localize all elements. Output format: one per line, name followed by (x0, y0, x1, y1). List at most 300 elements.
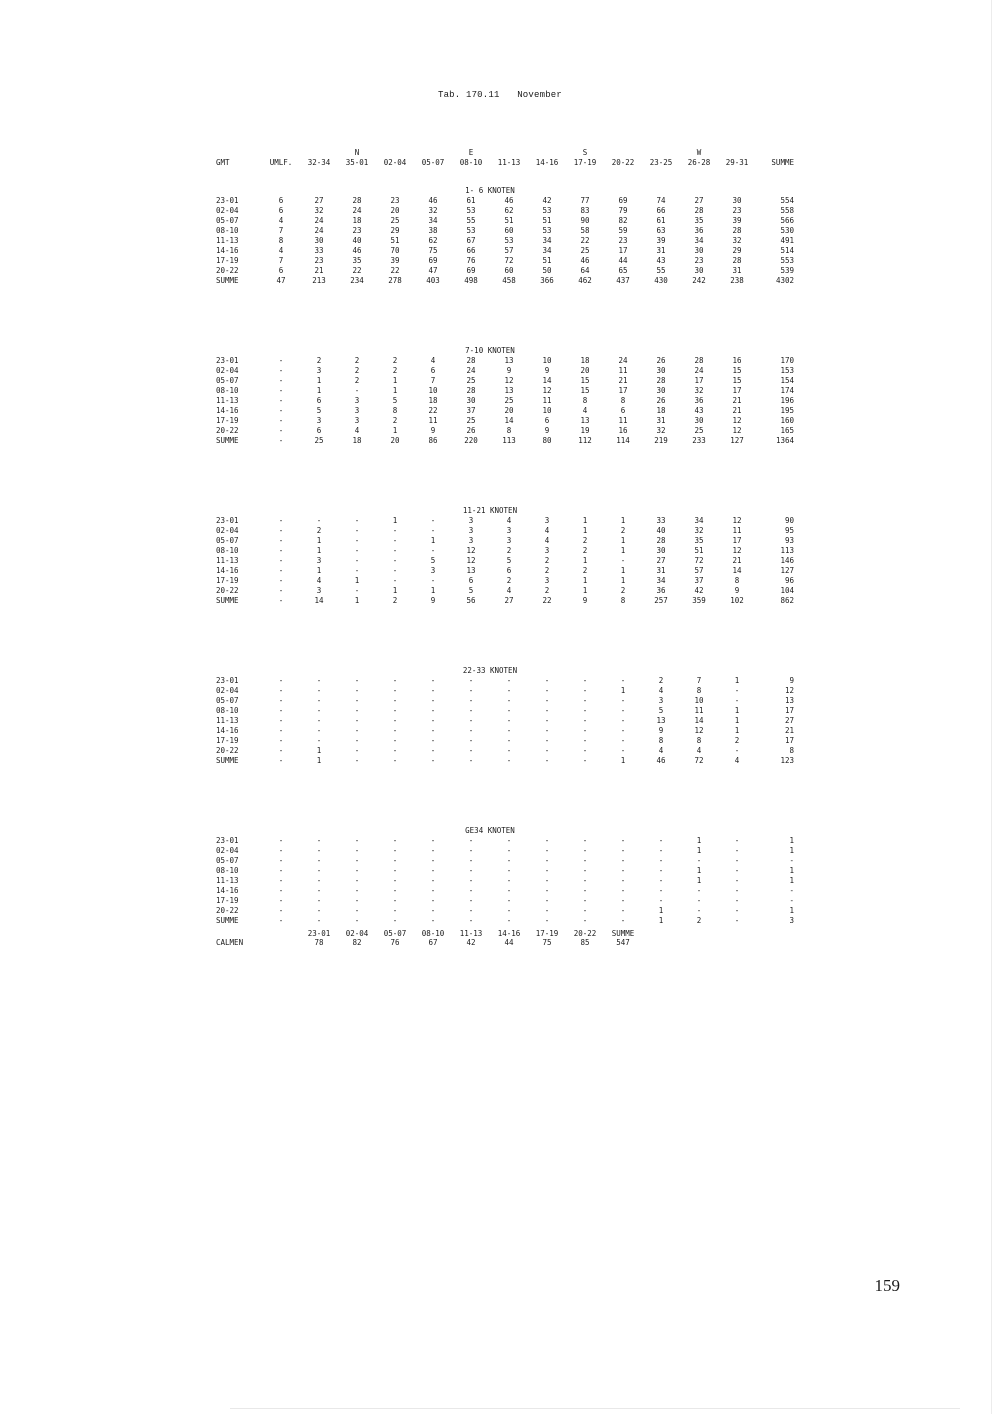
table-cell: 60 (504, 266, 514, 275)
table-title (0, 90, 1000, 100)
table-cell: - (468, 736, 474, 745)
table-cell: 17 (784, 736, 794, 745)
table-cell: - (582, 736, 588, 745)
table-cell: 491 (780, 236, 794, 245)
table-cell: - (278, 386, 284, 395)
table-cell: - (278, 376, 284, 385)
table-cell: - (278, 396, 284, 405)
table-row (210, 386, 796, 396)
table-cell: 15 (580, 376, 590, 385)
table-cell: - (430, 516, 436, 525)
table-cell: - (468, 746, 474, 755)
table-cell: 38 (428, 226, 438, 235)
table-cell: 21 (618, 376, 628, 385)
calmen-value: 44 (504, 938, 514, 947)
table-cell: 14 (694, 716, 704, 725)
table-cell: - (734, 876, 740, 885)
table-cell: - (734, 846, 740, 855)
table-cell: 2 (658, 676, 664, 685)
row-label: 11-13 (216, 876, 239, 885)
table-cell: - (392, 716, 398, 725)
table-cell: - (392, 836, 398, 845)
table-cell: 24 (314, 226, 324, 235)
calmen-value: 547 (616, 938, 630, 947)
row-label: 14-16 (216, 886, 239, 895)
table-cell: 21 (732, 556, 742, 565)
table-cell: - (658, 886, 664, 895)
table-cell: 16 (732, 356, 742, 365)
table-cell: - (316, 896, 322, 905)
header-cell: UMLF. (269, 158, 293, 167)
table-cell: 3 (468, 526, 474, 535)
table-row (210, 216, 796, 226)
row-label: 05-07 (216, 696, 239, 705)
table-cell: 8 (506, 426, 512, 435)
table-cell: 8 (696, 686, 702, 695)
row-label: 14-16 (216, 726, 239, 735)
table-cell: 3 (789, 916, 794, 925)
table-cell: 1 (392, 586, 398, 595)
row-label: 23-01 (216, 676, 239, 685)
table-cell: 53 (466, 226, 476, 235)
table-cell: 530 (780, 226, 794, 235)
table-cell: 1 (789, 906, 794, 915)
table-cell: - (430, 896, 436, 905)
table-cell: 17 (618, 246, 628, 255)
table-cell: 12 (504, 376, 514, 385)
table-cell: 12 (542, 386, 552, 395)
table-cell: 37 (694, 576, 704, 585)
table-cell: 553 (780, 256, 794, 265)
table-cell: - (506, 716, 512, 725)
table-cell: - (582, 716, 588, 725)
table-row (210, 196, 796, 206)
table-cell: - (392, 746, 398, 755)
table-cell: - (544, 716, 550, 725)
table-cell: - (354, 756, 360, 765)
table-cell: 39 (656, 236, 666, 245)
table-cell: 3 (544, 576, 550, 585)
calmen-value-row (210, 938, 642, 947)
table-cell: - (544, 706, 550, 715)
table-cell: - (620, 906, 626, 915)
table-cell: 39 (732, 216, 742, 225)
row-label: 23-01 (216, 516, 239, 525)
table-cell: 9 (430, 426, 436, 435)
row-label: 20-22 (216, 266, 239, 275)
table-cell: - (468, 906, 474, 915)
block-title: 11-21 KNOTEN (462, 506, 518, 515)
table-row (210, 266, 796, 276)
table-cell: - (734, 696, 740, 705)
table-cell: 3 (354, 396, 360, 405)
table-cell: - (544, 696, 550, 705)
table-cell: 1 (316, 386, 322, 395)
table-cell: - (430, 676, 436, 685)
summe-row (210, 916, 796, 926)
table-cell: - (582, 756, 588, 765)
table-cell: 17 (732, 536, 742, 545)
table-cell: - (392, 876, 398, 885)
table-cell: - (506, 866, 512, 875)
table-cell: - (506, 836, 512, 845)
table-cell: 6 (430, 366, 436, 375)
table-cell: 2 (316, 356, 322, 365)
table-cell: 90 (784, 516, 794, 525)
table-cell: 1 (789, 876, 794, 885)
table-cell: - (278, 686, 284, 695)
table-cell: 14 (314, 596, 324, 605)
table-row (210, 706, 796, 716)
table-cell: 28 (732, 256, 742, 265)
table-cell: 1 (620, 546, 626, 555)
table-cell: 1 (734, 726, 740, 735)
table-cell: - (354, 856, 360, 865)
table-cell: - (620, 746, 626, 755)
table-cell: 15 (732, 376, 742, 385)
table-row (210, 856, 796, 866)
table-row (210, 866, 796, 876)
calmen-header-cell: 17-19 (535, 929, 559, 938)
table-cell: - (392, 916, 398, 925)
table-cell: 61 (466, 196, 476, 205)
table-cell: 113 (502, 436, 516, 445)
table-cell: 14 (732, 566, 742, 575)
table-cell: 95 (784, 526, 794, 535)
table-cell: 32 (314, 206, 324, 215)
table-cell: 20 (504, 406, 514, 415)
table-cell: 55 (656, 266, 666, 275)
table-cell: - (430, 906, 436, 915)
wind-block-table (210, 346, 796, 446)
calmen-header-cell: 02-04 (345, 929, 369, 938)
table-cell: 8 (734, 576, 740, 585)
table-cell: 74 (656, 196, 666, 205)
table-cell: - (544, 856, 550, 865)
table-cell: 11 (618, 416, 628, 425)
table-cell: - (354, 896, 360, 905)
table-cell: 8 (789, 746, 794, 755)
table-cell: 6 (278, 206, 284, 215)
table-cell: 28 (466, 386, 476, 395)
table-cell: - (278, 696, 284, 705)
table-cell: 30 (732, 196, 742, 205)
table-cell: 29 (732, 246, 742, 255)
table-cell: - (354, 536, 360, 545)
table-cell: 14 (542, 376, 552, 385)
row-label: 02-04 (216, 846, 239, 855)
table-cell: 153 (780, 366, 794, 375)
table-cell: - (544, 906, 550, 915)
table-cell: - (392, 846, 398, 855)
table-cell: 42 (694, 586, 704, 595)
table-cell: - (544, 916, 550, 925)
table-row (210, 876, 796, 886)
table-cell: 566 (780, 216, 794, 225)
table-cell: 5 (506, 556, 512, 565)
table-cell: 28 (656, 536, 666, 545)
table-cell: - (278, 576, 284, 585)
table-cell: 1 (734, 706, 740, 715)
row-label: 17-19 (216, 736, 239, 745)
table-row (210, 516, 796, 526)
table-cell: 22 (542, 596, 552, 605)
table-cell: 18 (352, 436, 362, 445)
table-cell: - (582, 676, 588, 685)
table-cell: - (278, 516, 284, 525)
table-cell: 57 (504, 246, 514, 255)
table-cell: 20 (580, 366, 590, 375)
table-cell: 2 (354, 376, 360, 385)
table-cell: - (620, 876, 626, 885)
page-number: 159 (874, 1276, 900, 1295)
table-cell: 1 (696, 836, 702, 845)
wind-block-table (210, 506, 796, 606)
table-cell: 22 (352, 266, 362, 275)
row-label: SUMME (216, 916, 239, 925)
table-cell: - (354, 716, 360, 725)
wind-block-table (210, 186, 796, 286)
calmen-value: 67 (428, 938, 438, 947)
table-cell: 1 (354, 596, 360, 605)
table-cell: - (392, 696, 398, 705)
table-cell: - (506, 876, 512, 885)
row-label: 05-07 (216, 536, 239, 545)
table-cell: 1 (392, 386, 398, 395)
table-cell: - (278, 356, 284, 365)
block-title-row (210, 186, 796, 196)
table-cell: - (354, 836, 360, 845)
table-cell: - (316, 836, 322, 845)
header-row (210, 158, 796, 168)
table-cell: - (506, 736, 512, 745)
row-label: 11-13 (216, 556, 239, 565)
table-cell: - (430, 746, 436, 755)
table-cell: 4 (658, 746, 664, 755)
table-row (210, 676, 796, 686)
table-cell: - (430, 706, 436, 715)
table-cell: - (582, 686, 588, 695)
table-cell: - (278, 586, 284, 595)
table-cell: 12 (732, 516, 742, 525)
table-cell: - (544, 756, 550, 765)
table-cell: 30 (314, 236, 324, 245)
table-cell: 62 (504, 206, 514, 215)
table-row (210, 376, 796, 386)
calmen-header-cell: 08-10 (421, 929, 445, 938)
table-cell: 11 (732, 526, 742, 535)
row-label: 05-07 (216, 376, 239, 385)
table-cell: 213 (312, 276, 326, 285)
row-label: 08-10 (216, 706, 239, 715)
table-cell: 35 (694, 216, 704, 225)
table-cell: - (354, 586, 360, 595)
table-cell: 46 (352, 246, 362, 255)
table-cell: 20 (390, 206, 400, 215)
table-cell: - (392, 706, 398, 715)
table-cell: 233 (692, 436, 706, 445)
table-cell: 3 (544, 516, 550, 525)
table-cell: 24 (694, 366, 704, 375)
table-cell: - (582, 886, 588, 895)
table-cell: - (316, 866, 322, 875)
calmen-header-cell: SUMME (611, 929, 635, 938)
table-cell: - (392, 866, 398, 875)
table-cell: 123 (780, 756, 794, 765)
table-cell: 359 (692, 596, 706, 605)
table-cell: - (734, 856, 740, 865)
table-cell: 1 (354, 576, 360, 585)
table-cell: 2 (392, 366, 398, 375)
table-cell: 15 (580, 386, 590, 395)
table-cell: - (392, 536, 398, 545)
table-cell: - (392, 526, 398, 535)
table-cell: 1 (316, 546, 322, 555)
table-cell: 3 (354, 416, 360, 425)
table-cell: 25 (504, 396, 514, 405)
table-cell: 12 (694, 726, 704, 735)
table-cell: - (582, 916, 588, 925)
table-cell: 37 (466, 406, 476, 415)
table-cell: - (582, 896, 588, 905)
table-cell: 1 (316, 376, 322, 385)
table-cell: 5 (316, 406, 322, 415)
table-cell: 1 (582, 526, 588, 535)
table-cell: 2 (620, 586, 626, 595)
table-cell: - (620, 846, 626, 855)
table-cell: 53 (542, 226, 552, 235)
table-row (210, 736, 796, 746)
table-cell: 27 (504, 596, 514, 605)
table-row (210, 846, 796, 856)
table-cell: 62 (428, 236, 438, 245)
table-cell: 82 (618, 216, 628, 225)
table-cell: - (734, 836, 740, 845)
row-label: 02-04 (216, 526, 239, 535)
table-cell: 1 (620, 516, 626, 525)
table-cell: 127 (780, 566, 794, 575)
table-cell: 27 (694, 196, 704, 205)
table-cell: - (316, 916, 322, 925)
table-cell: - (582, 906, 588, 915)
table-cell: - (316, 516, 322, 525)
table-cell: 28 (352, 196, 362, 205)
table-cell: 1 (582, 516, 588, 525)
table-cell: 33 (314, 246, 324, 255)
table-cell: 51 (542, 216, 552, 225)
table-cell: 55 (466, 216, 476, 225)
table-cell: 53 (466, 206, 476, 215)
header-cell: 26-28 (687, 158, 711, 167)
table-cell: 93 (784, 536, 794, 545)
table-cell: 4 (430, 356, 436, 365)
table-cell: 31 (732, 266, 742, 275)
table-cell: 13 (504, 356, 514, 365)
scan-bottom-line (230, 1408, 960, 1409)
table-cell: 257 (654, 596, 668, 605)
table-cell: 29 (390, 226, 400, 235)
table-cell: 25 (314, 436, 324, 445)
table-cell: 498 (464, 276, 478, 285)
table-cell: 2 (354, 356, 360, 365)
table-cell: 34 (542, 246, 552, 255)
table-cell: 25 (466, 376, 476, 385)
table-cell: 17 (618, 386, 628, 395)
table-cell: - (506, 726, 512, 735)
table-cell: 3 (468, 516, 474, 525)
table-cell: 5 (430, 556, 436, 565)
calmen-header-cell: 05-07 (383, 929, 407, 938)
table-cell: - (392, 896, 398, 905)
table-cell: 437 (616, 276, 630, 285)
table-cell: 4 (278, 246, 284, 255)
table-cell: 9 (430, 596, 436, 605)
table-cell: - (430, 696, 436, 705)
table-cell: 31 (656, 416, 666, 425)
table-cell: 66 (466, 246, 476, 255)
table-cell: 42 (542, 196, 552, 205)
table-cell: - (506, 686, 512, 695)
table-cell: 2 (392, 356, 398, 365)
table-cell: 32 (694, 386, 704, 395)
table-cell: 11 (542, 396, 552, 405)
table-row (210, 566, 796, 576)
table-cell: 9 (506, 366, 512, 375)
header-cell: 14-16 (535, 158, 559, 167)
block-title-row (210, 666, 796, 676)
calmen-label: CALMEN (216, 938, 244, 947)
table-cell: 17 (784, 706, 794, 715)
table-cell: - (316, 686, 322, 695)
table-cell: 10 (542, 406, 552, 415)
table-cell: - (430, 866, 436, 875)
table-cell: - (354, 736, 360, 745)
table-cell: 43 (694, 406, 704, 415)
table-cell: 1 (582, 556, 588, 565)
table-cell: 51 (694, 546, 704, 555)
table-cell: 13 (466, 566, 476, 575)
table-cell: - (544, 886, 550, 895)
calmen-table (210, 929, 642, 947)
table-cell: - (468, 836, 474, 845)
table-cell: 1 (658, 906, 664, 915)
wind-block-table (210, 666, 796, 766)
row-label: 20-22 (216, 746, 239, 755)
table-row (210, 886, 796, 896)
table-cell: 13 (580, 416, 590, 425)
table-cell: 12 (466, 556, 476, 565)
row-label: 14-16 (216, 566, 239, 575)
table-cell: - (278, 716, 284, 725)
table-cell: 3 (658, 696, 664, 705)
table-cell: - (789, 896, 794, 905)
table-cell: - (468, 916, 474, 925)
table-cell: - (620, 886, 626, 895)
table-cell: 35 (694, 536, 704, 545)
table-cell: 2 (544, 556, 550, 565)
table-cell: - (544, 676, 550, 685)
table-cell: - (544, 866, 550, 875)
table-cell: - (430, 686, 436, 695)
calmen-value: 82 (352, 938, 362, 947)
row-label: 14-16 (216, 406, 239, 415)
block-title-row (210, 506, 796, 516)
table-cell: - (392, 886, 398, 895)
table-cell: 6 (278, 196, 284, 205)
row-label: SUMME (216, 756, 239, 765)
table-cell: 1 (789, 846, 794, 855)
table-cell: - (278, 706, 284, 715)
